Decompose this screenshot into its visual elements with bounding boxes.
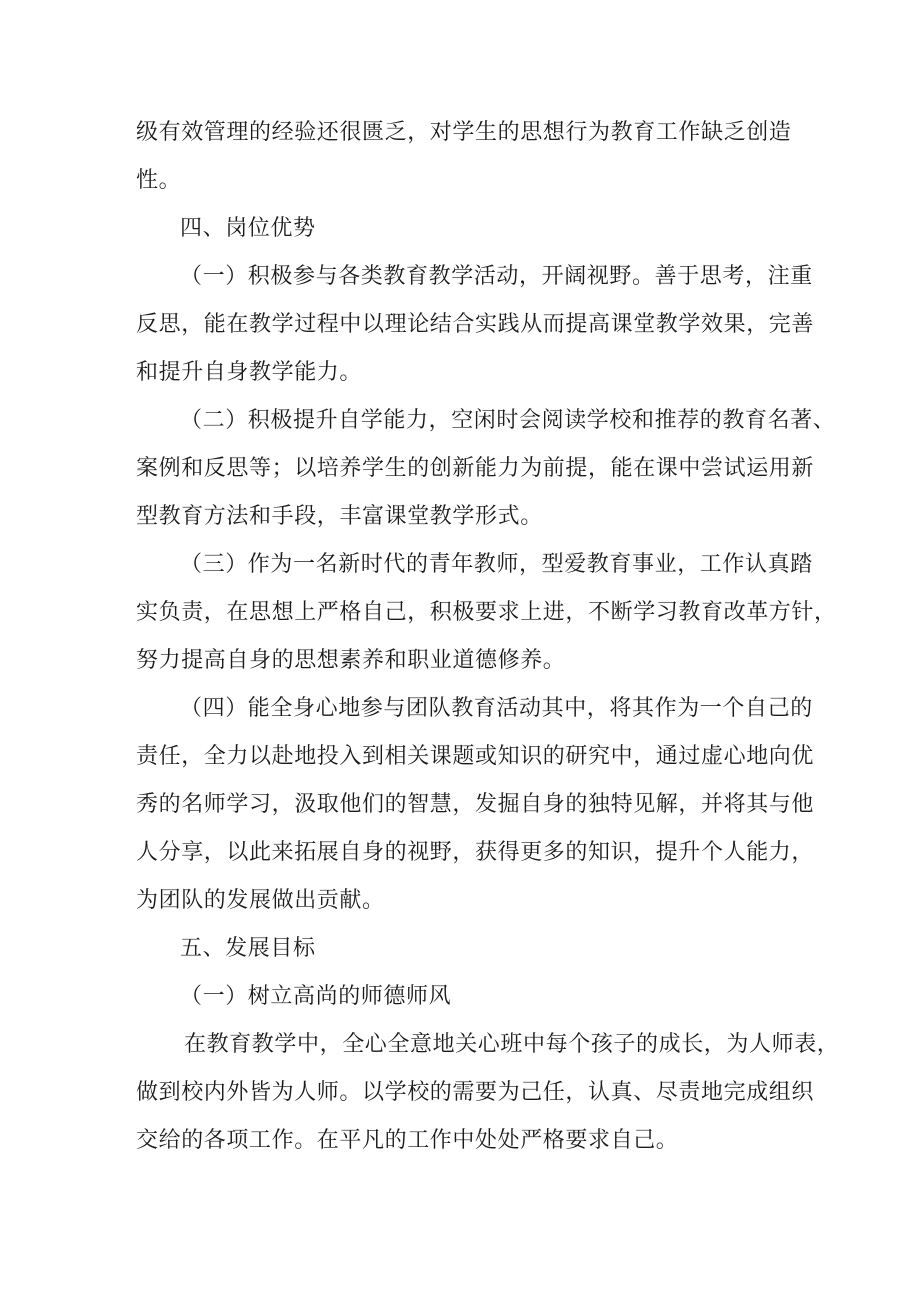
text-line: （四）能全身心地参与团队教育活动其中，将其作为一个自己的 bbox=[180, 696, 813, 721]
section-heading: 五、发展目标 bbox=[180, 936, 316, 961]
text-line: 和提升自身教学能力。 bbox=[136, 360, 363, 385]
text-line: 型教育方法和手段，丰富课堂教学形式。 bbox=[136, 504, 543, 529]
text-line: 交给的各项工作。在平凡的工作中处处严格要求自己。 bbox=[136, 1128, 679, 1153]
text-line: 做到校内外皆为人师。以学校的需要为己任，认真、尽责地完成组织 bbox=[136, 1080, 815, 1105]
text-line: 级有效管理的经验还很匮乏，对学生的思想行为教育工作缺乏创造 bbox=[136, 120, 792, 145]
subsection-heading: （一）树立高尚的师德师风 bbox=[180, 984, 452, 1009]
text-line: 性。 bbox=[136, 168, 182, 193]
text-line: 为团队的发展做出贡献。 bbox=[136, 888, 385, 913]
text-line: 在教育教学中，全心全意地关心班中每个孩子的成长，为人师表， bbox=[184, 1032, 840, 1057]
text-line: 案例和反思等；以培养学生的创新能力为前提，能在课中尝试运用新 bbox=[136, 456, 815, 481]
text-line: 人分享，以此来拓展自身的视野，获得更多的知识，提升个人能力， bbox=[136, 840, 815, 865]
text-line: 实负责，在思想上严格自己，积极要求上进，不断学习教育改革方针， bbox=[136, 600, 837, 625]
text-line: （二）积极提升自学能力，空闲时会阅读学校和推荐的教育名著、 bbox=[180, 408, 836, 433]
text-line: （一）积极参与各类教育教学活动，开阔视野。善于思考，注重 bbox=[180, 264, 813, 289]
text-line: 反思，能在教学过程中以理论结合实践从而提高课堂教学效果，完善 bbox=[136, 312, 815, 337]
text-line: 责任，全力以赴地投入到相关课题或知识的研究中，通过虚心地向优 bbox=[136, 744, 815, 769]
section-heading: 四、岗位优势 bbox=[180, 216, 316, 241]
text-line: （三）作为一名新时代的青年教师，型爱教育事业，工作认真踏 bbox=[180, 552, 813, 577]
text-line: 努力提高自身的思想素养和职业道德修养。 bbox=[136, 648, 566, 673]
text-line: 秀的名师学习，汲取他们的智慧，发掘自身的独特见解，并将其与他 bbox=[136, 792, 815, 817]
